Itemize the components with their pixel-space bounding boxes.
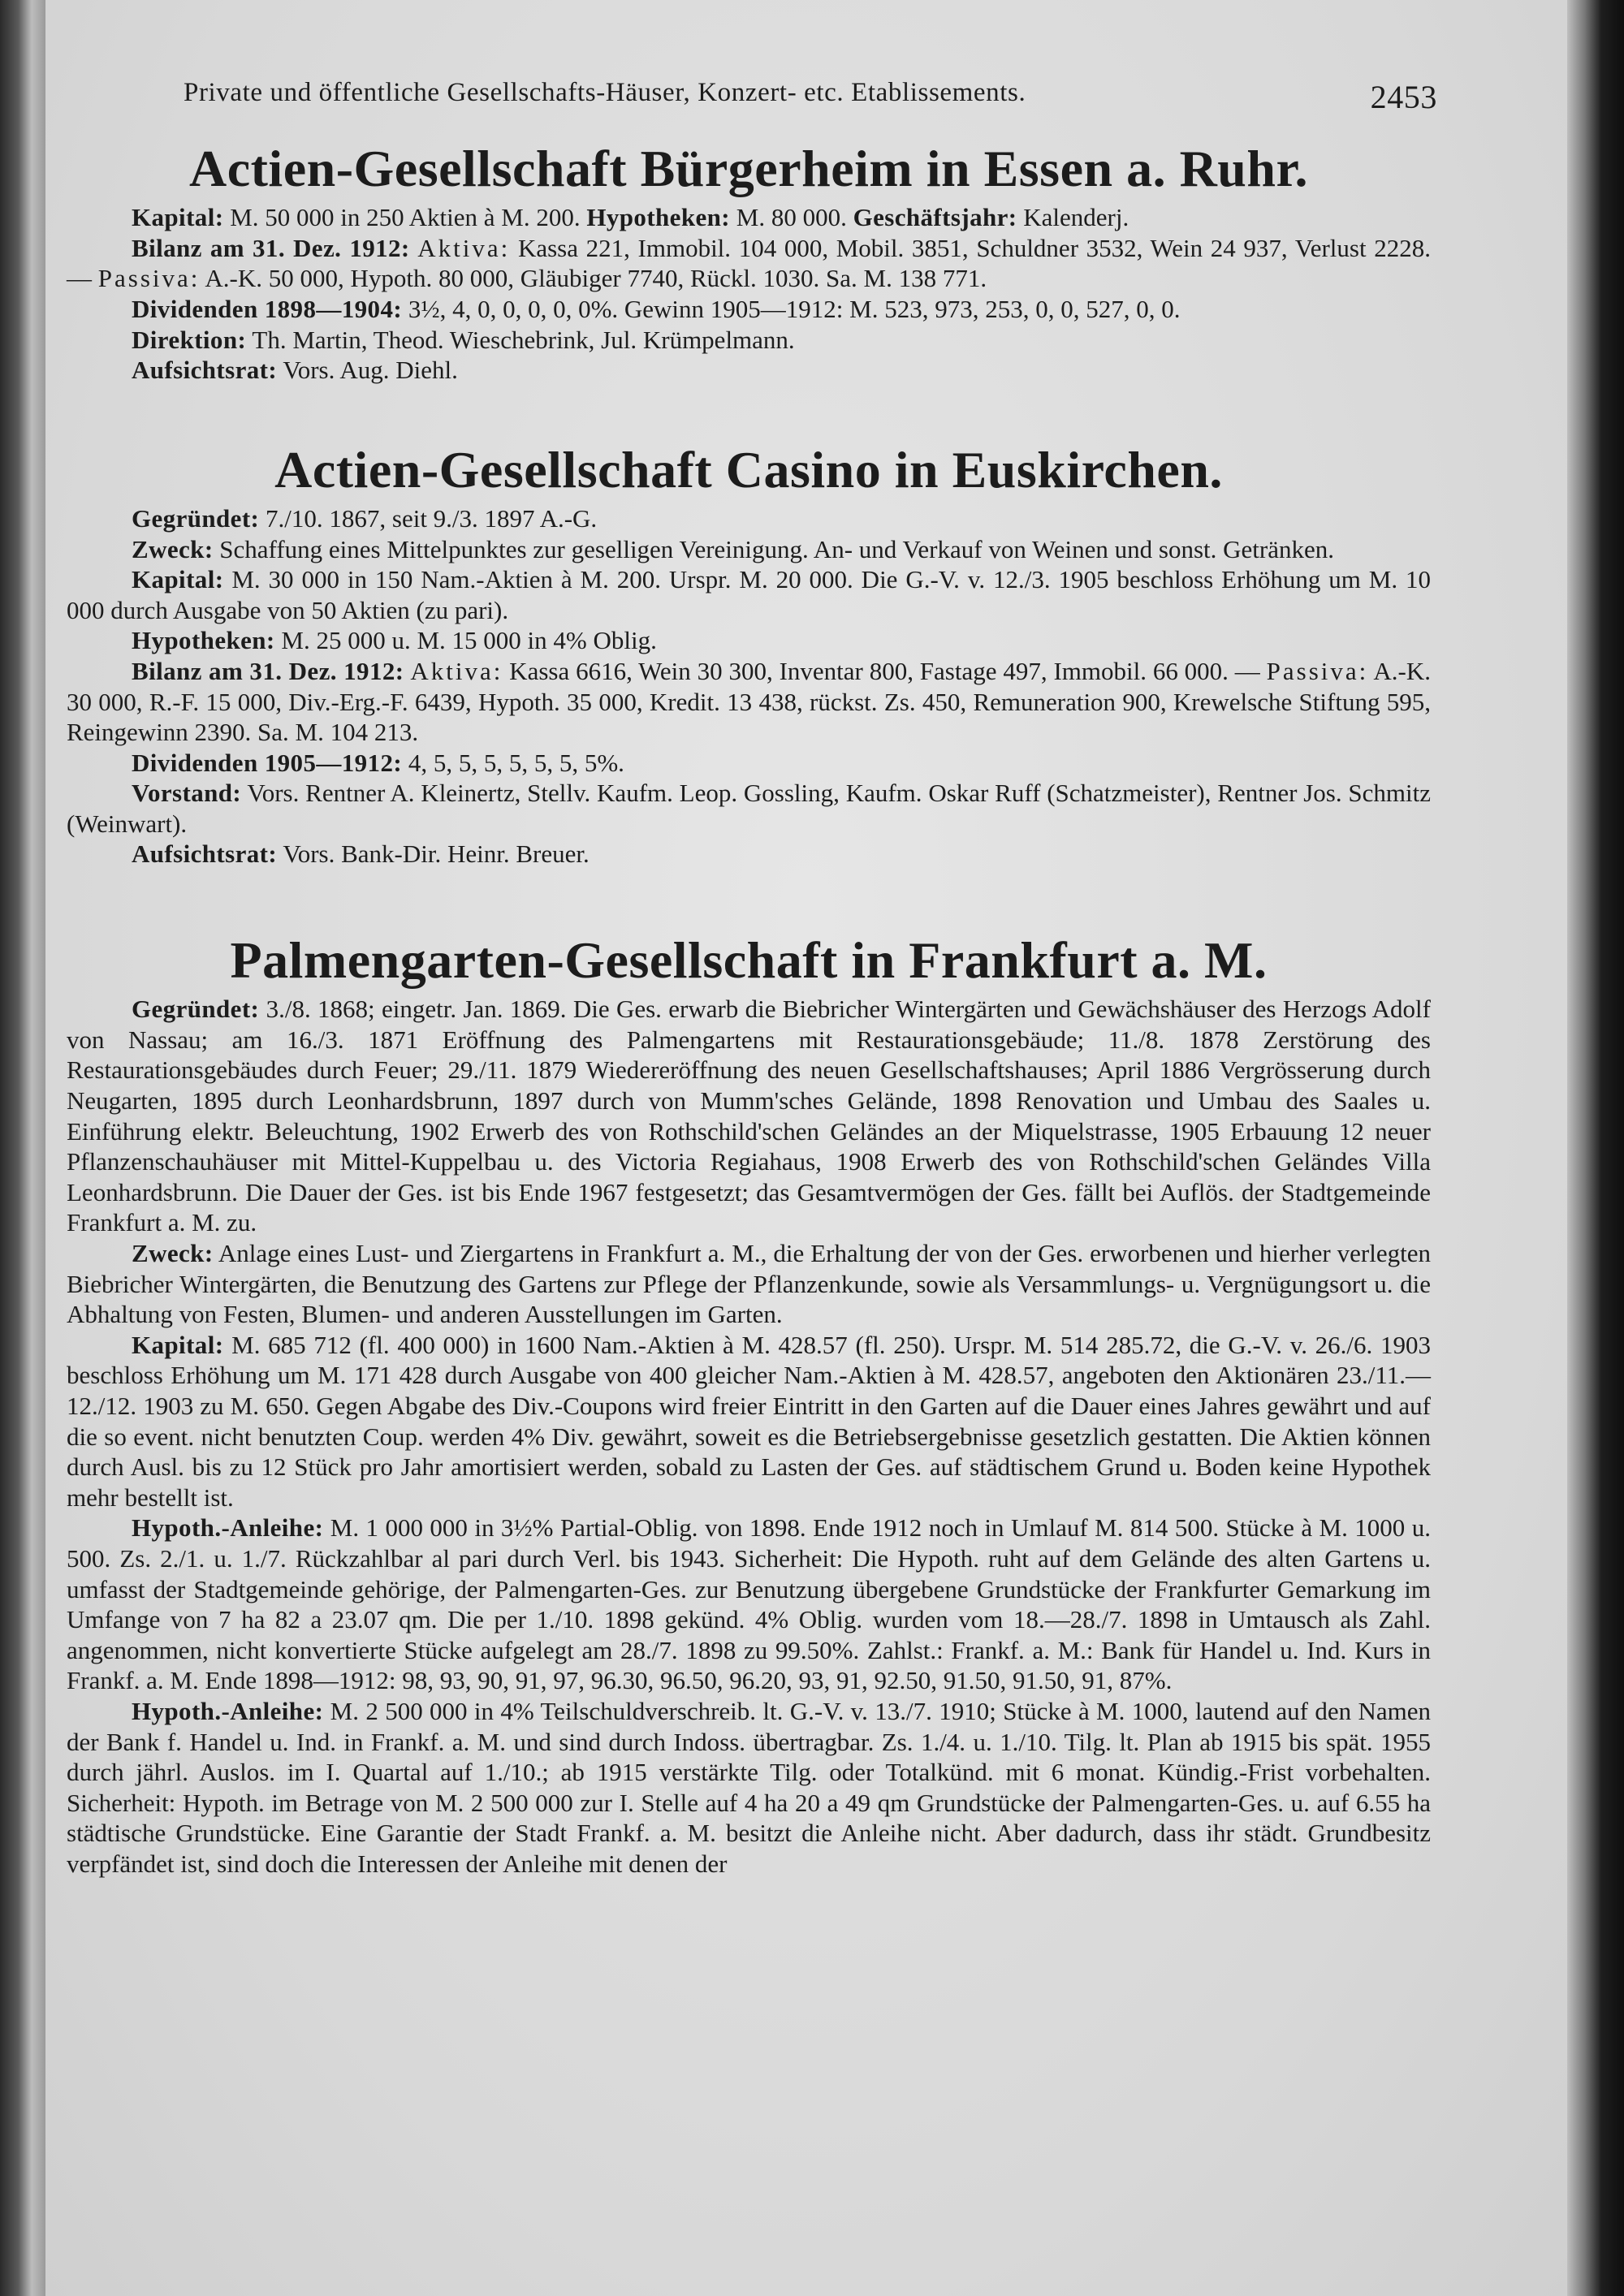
- field-label: Hypoth.-Anleihe:: [132, 1696, 324, 1725]
- field-text: M. 50 000 in 250 Aktien à M. 200.: [223, 203, 587, 232]
- entry-body: [67, 202, 1431, 386]
- aufsichtsrat-paragraph: [67, 839, 1431, 870]
- kapital-paragraph: [67, 564, 1431, 625]
- field-text: Schaffung eines Mittelpunktes zur geselligen Vereinigung. An- und Verkauf von Weinen und sonst. Getränken.: [213, 534, 1335, 563]
- entry-title: Actien-Gesellschaft Casino in Euskirchen.: [274, 440, 1223, 498]
- field-label: Geschäftsjahr:: [853, 203, 1017, 232]
- entry-body: [67, 503, 1431, 870]
- field-text: Kalenderj.: [1017, 203, 1129, 232]
- entry-casino-euskirchen: [67, 442, 1431, 870]
- passiva-text: A.-K. 30 000, R.-F. 15 000, Div.-Erg.-F. 6439, Hypoth. 35 000, Kredit. 13 438, rückst. Zs. 450, Remuneration 900, Krewelsche Stiftung 595, Reingewinn 2390. Sa. M. 104 213.: [67, 656, 1432, 747]
- zweck-paragraph: [67, 534, 1431, 565]
- aktiva-text: Kassa 6616, Wein 30 300, Inventar 800, Fastage 497, Immobil. 66 000. —: [503, 656, 1267, 685]
- field-label: Kapital:: [132, 203, 224, 232]
- zweck-paragraph: [67, 1238, 1431, 1330]
- entry-body: [67, 994, 1431, 1879]
- field-label: Hypoth.-Anleihe:: [132, 1513, 324, 1543]
- field-label: Bilanz am 31. Dez. 1912:: [132, 656, 404, 685]
- field-label: Direktion:: [132, 325, 247, 354]
- field-text: M. 685 712 (fl. 400 000) in 1600 Nam.-Aktien à M. 428.57 (fl. 250). Urspr. M. 514 285.72, die G.-V. v. 26./6. 1903 beschloss Erhöhung um M. 171 428 durch Ausgabe von 400 gleicher Nam.-Aktien à M. 428.57, angeboten den Aktionären 23./11.—12./12. 1903 zu M. 650. Gegen Abgabe des Div.-Coupons wird freier Eintritt in den Garten auf die Dauer eines Jahres gewährt und auf die so event. nicht benutzten Coup. werden 4% Div. gewährt, soweit es die Betriebsergebnisse gesetzlich gestatten. Die Aktien können durch Ausl. bis zu 12 Stück pro Jahr amortisiert werden, sobald zu Lasten der Ges. auf städtischem Grund u. Boden keine Hypothek mehr bestellt ist.: [67, 1330, 1431, 1512]
- field-text: Th. Martin, Theod. Wieschebrink, Jul. Krümpelmann.: [246, 325, 795, 354]
- direktion-paragraph: [67, 325, 1431, 356]
- field-text: M. 2 500 000 in 4% Teilschuldverschreib. lt. G.-V. v. 13./7. 1910; Stücke à M. 1000, lautend auf den Namen der Bank f. Handel u. Ind. in Frankf. a. M. und sind durch Indoss. übertragbar. Zs. 1./4. u. 1./10. Tilg. lt. Plan ab 1915 bis spät. 1955 durch jährl. Auslos. im I. Quartal auf 1./10.; ab 1915 verstärkte Tilg. oder Totalkünd. mit 6 monat. Kündig.-Frist vorbehalten. Sicherheit: Hypoth. im Betrage von M. 2 500 000 zur I. Stelle auf 4 ha 20 a 49 qm Grundstücke der Palmengarten-Ges. u. auf 6.55 ha städtische Grundstücke. Eine Garantie der Stadt Frankf. a. M. besitzt die Anleihe nicht. Aber dadurch, dass ihr städt. Grundbesitz verpfändet ist, sind doch die Interessen der Anleihe mit denen der: [67, 1696, 1431, 1878]
- field-label: Kapital:: [132, 1330, 224, 1359]
- entry-title: Actien-Gesellschaft Bürgerheim in Essen a. Ruhr.: [188, 140, 1309, 197]
- field-label: Hypotheken:: [586, 203, 731, 232]
- field-text: 4, 5, 5, 5, 5, 5, 5, 5%.: [402, 748, 624, 777]
- gegruendet-paragraph: [67, 994, 1431, 1238]
- aktiva-label: Aktiva:: [417, 233, 511, 262]
- field-label: Hypotheken:: [132, 626, 275, 655]
- field-label: Aufsichtsrat:: [132, 839, 278, 869]
- hypoth-anleihe-paragraph: [67, 1696, 1431, 1880]
- running-title: Private und öffentliche Gesellschafts-Häuser, Konzert- etc. Etablissements.: [184, 78, 1026, 107]
- field-text: M. 80 000.: [730, 203, 853, 232]
- field-text: Vors. Bank-Dir. Heinr. Breuer.: [277, 839, 590, 869]
- aktiva-text: Kassa 221, Immobil. 104 000, Mobil. 3851, Schuldner 3532, Wein 24 937, Verlust 2228. —: [67, 233, 1431, 293]
- field-label: Bilanz am 31. Dez. 1912:: [132, 233, 410, 262]
- field-label: Kapital:: [132, 565, 224, 594]
- kapital-paragraph: [67, 1330, 1431, 1513]
- page-content: [67, 78, 1437, 1879]
- field-label: Dividenden 1905—1912:: [132, 748, 403, 777]
- vorstand-paragraph: [67, 778, 1431, 839]
- bilanz-paragraph: [67, 656, 1431, 748]
- field-label: Dividenden 1898—1904:: [132, 294, 403, 323]
- hypoth-anleihe-paragraph: [67, 1513, 1431, 1696]
- passiva-text: A.-K. 50 000, Hypoth. 80 000, Gläubiger 7740, Rückl. 1030. Sa. M. 138 771.: [200, 264, 987, 293]
- field-text: 7./10. 1867, seit 9./3. 1897 A.-G.: [259, 503, 598, 533]
- field-label: Gegründet:: [132, 503, 260, 533]
- field-label: Gegründet:: [132, 995, 260, 1024]
- field-text: M. 30 000 in 150 Nam.-Aktien à M. 200. Urspr. M. 20 000. Die G.-V. v. 12./3. 1905 beschloss Erhöhung um M. 10 000 durch Ausgabe von 50 Aktien (zu pari).: [67, 565, 1431, 624]
- hypotheken-paragraph: [67, 625, 1431, 656]
- passiva-label: Passiva:: [97, 264, 201, 293]
- bilanz-paragraph: [67, 233, 1431, 294]
- dividenden-paragraph: [67, 748, 1431, 779]
- aufsichtsrat-paragraph: [67, 355, 1431, 386]
- gegruendet-paragraph: [67, 503, 1431, 534]
- entry-palmengarten: [67, 933, 1431, 1879]
- field-text: M. 25 000 u. M. 15 000 in 4% Oblig.: [274, 626, 657, 655]
- page-number: 2453: [1370, 79, 1437, 115]
- field-text: Vors. Aug. Diehl.: [277, 356, 458, 385]
- field-text: Vors. Rentner A. Kleinertz, Stellv. Kaufm. Leop. Gossling, Kaufm. Oskar Ruff (Schatzmeister), Rentner Jos. Schmitz (Weinwart).: [67, 779, 1431, 838]
- field-text: 3½, 4, 0, 0, 0, 0, 0%. Gewinn 1905—1912: M. 523, 973, 253, 0, 0, 527, 0, 0.: [402, 294, 1181, 323]
- entry-title: Palmengarten-Gesellschaft in Frankfurt a. M.: [230, 931, 1268, 990]
- running-header: [67, 78, 1437, 127]
- field-label: Vorstand:: [132, 779, 242, 808]
- dividenden-paragraph: [67, 294, 1431, 325]
- field-label: Aufsichtsrat:: [132, 356, 278, 385]
- scan-edge-left: [0, 0, 45, 2296]
- entry-buergerheim: [67, 141, 1431, 386]
- scan-edge-right: [1567, 0, 1624, 2296]
- field-text: M. 1 000 000 in 3½% Partial-Oblig. von 1898. Ende 1912 noch in Umlauf M. 814 500. Stücke à M. 1000 u. 500. Zs. 2./1. u. 1./7. Rückzahlbar al pari durch Verl. bis 1943. Sicherheit: Die Hypoth. ruht auf dem Gelände des alten Gartens u. umfasst der Stadtgemeinde gehörige, der Palmengarten-Ges. zur Benutzung übergebene Grundstücke der Frankfurter Gemarkung im Umfange von 7 ha 82 a 23.07 qm. Die per 1./10. 1898 gekünd. 4% Oblig. wurden vom 18.—28./7. 1898 in Umtausch als Zahl. angenommen, nicht konvertierte Stücke aufgelegt am 28./7. 1898 zu 99.50%. Zahlst.: Frankf. a. M.: Bank für Handel u. Ind. Kurs in Frankf. a. M. Ende 1898—1912: 98, 93, 90, 91, 97, 96.30, 96.50, 96.20, 93, 91, 92.50, 91.50, 91.50, 91, 87%.: [67, 1513, 1431, 1695]
- field-label: Zweck:: [132, 1239, 214, 1267]
- kapital-paragraph: [67, 202, 1431, 233]
- passiva-label: Passiva:: [1266, 656, 1369, 685]
- field-text: 3./8. 1868; eingetr. Jan. 1869. Die Ges. erwarb die Biebricher Wintergärten und Gewächshäuser des Herzogs Adolf von Nassau; am 16./3. 1871 Eröffnung des Palmengartens mit Restaurationsgebäude; 11./8. 1878 Zerstörung des Restaurationsgebäudes durch Feuer; 29./11. 1879 Wiedereröffnung des neuen Gesellschaftshauses; April 1886 Vergrösserung durch Neugarten, 1895 durch Leonhardsbrunn, 1897 durch von Mumm'sches Gelände, 1898 Renovation und Umbau des Saales u. Einführung elektr. Beleuchtung, 1902 Erwerb des von Rothschild'schen Geländes an der Miquelstrasse, 1905 Erbauung 12 neuer Pflanzenschauhäuser mit Mittel-Kuppelbau u. des Victoria Regiahaus, 1908 Erwerb des von Rothschild'schen Geländes Villa Leonhardsbrunn. Die Dauer der Ges. ist bis Ende 1967 festgesetzt; das Gesamtvermögen der Ges. fällt bei Auflös. der Stadtgemeinde Frankfurt a. M. zu.: [67, 995, 1431, 1237]
- field-text: Anlage eines Lust- und Ziergartens in Frankfurt a. M., die Erhaltung der von der Ges. erworbenen und hierher verlegten Biebricher Wintergärten, die Benutzung des Gartens zur Pflege der Pflanzenkunde, sowie als Versammlungs- u. Vergnügungsort u. die Abhaltung von Festen, Blumen- und anderen Ausstellungen im Garten.: [67, 1239, 1431, 1329]
- aktiva-label: Aktiva:: [410, 656, 503, 685]
- field-label: Zweck:: [132, 534, 214, 563]
